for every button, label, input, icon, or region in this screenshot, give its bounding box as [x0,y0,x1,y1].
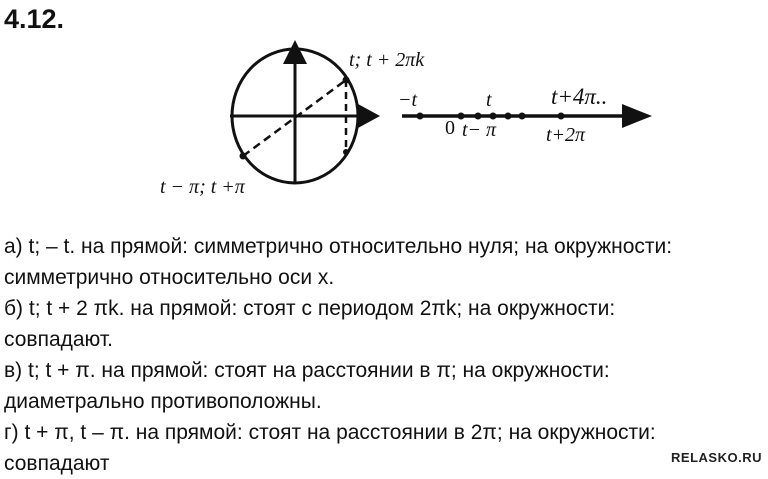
answer-line: в) t; t + π. на прямой: стоят на расстоянии в π; на окружности: [4,359,610,382]
point-t-plus-4pi-line [558,113,565,120]
point-t-minus-pi [240,153,247,160]
label-zero: 0 [445,117,455,139]
answer-line: диаметрально противоположны. [4,390,322,413]
point-minus-t [343,149,349,155]
label-t-plus-2pi: t+2π [546,124,586,146]
unit-circle-and-number-line-figure [0,0,768,230]
problem-number: 4.12. [4,4,65,34]
site-watermark: RELASKO.RU [671,450,762,465]
label-t-plus-2pik: t; t + 2πk [349,49,425,71]
point-t [343,77,350,84]
unit-circle-diagram [160,40,425,198]
label-t-minus-pi-plus-pi: t − π; t +π [160,176,245,198]
y-axis-arrowhead [283,40,307,64]
label-t-minus-pi: t− π [462,119,497,141]
answer-line: б) t; t + 2 πk. на прямой: стоят с периодом 2πk; на окружности: [4,297,616,320]
label-t: t [486,89,492,111]
point-t-plus-pi-line [505,113,512,120]
answer-line: совпадают. [4,328,113,351]
answers-block [4,231,764,479]
label-neg-t: −t [398,89,418,111]
label-t-plus-4pi: t+4π.. [551,84,608,109]
point-t-plus-2pi-line [519,113,526,120]
number-line-diagram [398,84,652,146]
answer-line: г) t + π, t – π. на прямой: стоят на расстоянии в 2π; на окружности: [4,421,656,444]
x-axis-arrowhead [358,104,380,128]
answer-line: совпадают [4,452,110,475]
answer-line: симметрично относительно оси x. [4,266,335,289]
point-neg-t [417,113,424,120]
number-line-arrowhead [622,104,652,128]
answer-line: а) t; – t. на прямой: симметрично относительно нуля; на окружности: [4,235,673,258]
